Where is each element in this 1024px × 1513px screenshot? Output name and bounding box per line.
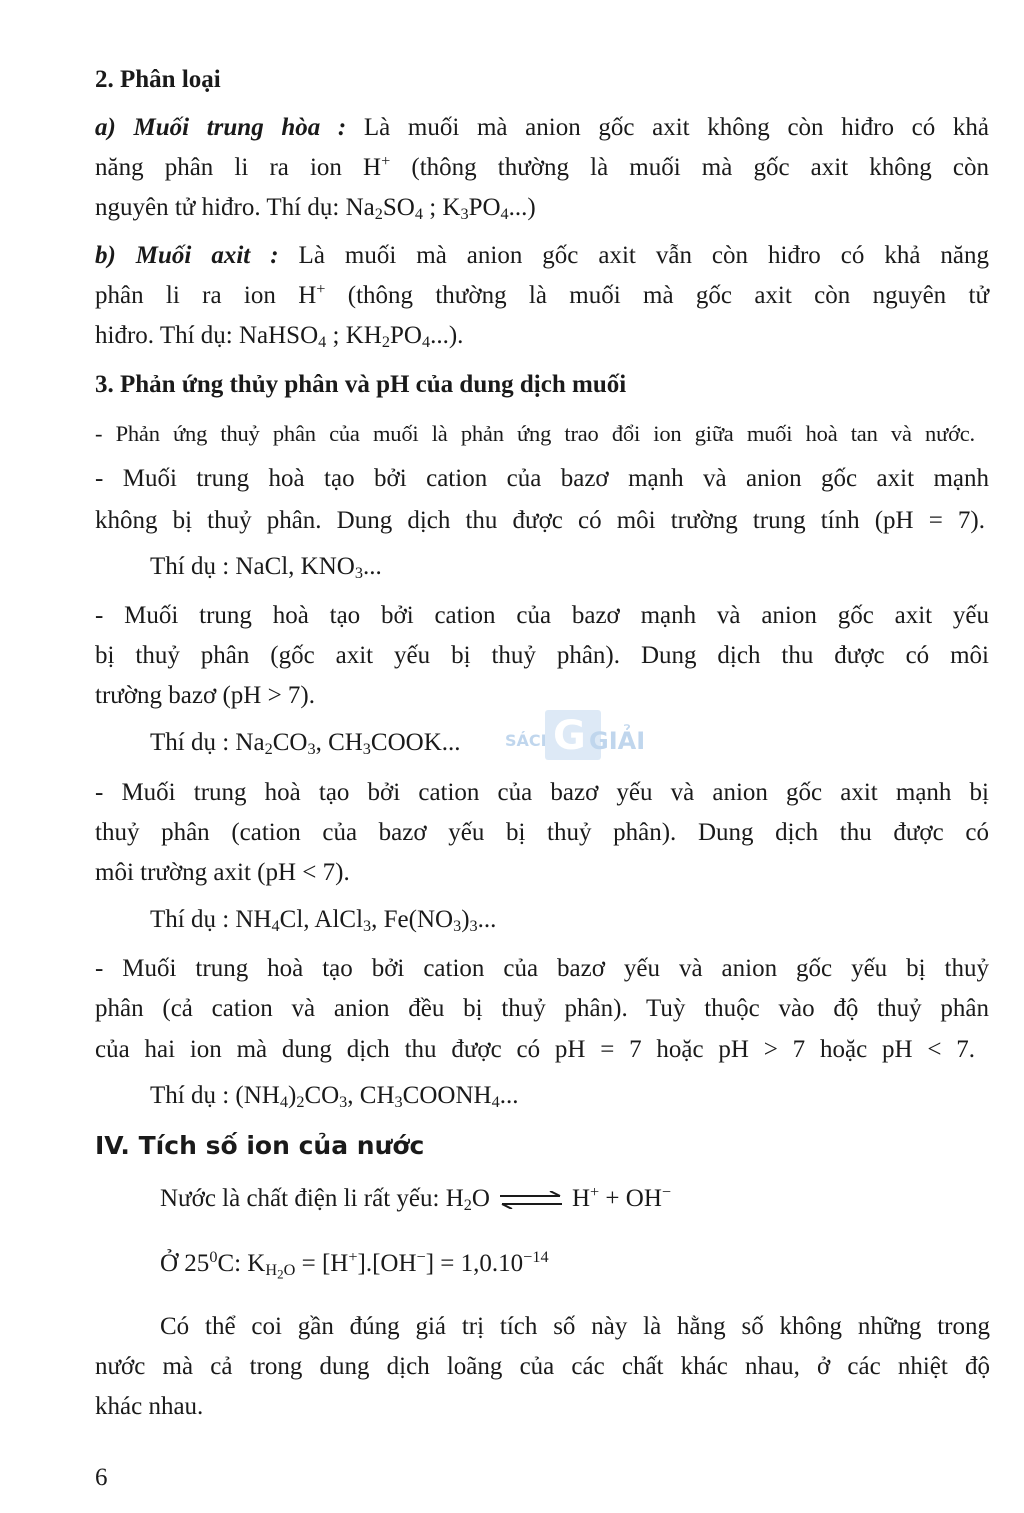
- paragraph-weak-strong-line2: thuỷ phân (cation của bazơ yếu bị thuỷ phân). Dung dịch thu được có: [95, 819, 989, 846]
- paragraph-strong-strong-line1: - Muối trung hoà tạo bởi cation của bazơ mạnh và anion gốc axit mạnh: [95, 465, 989, 492]
- paragraph-acid-salt-line1: b) Muối axit : Là muối mà anion gốc axit vẫn còn hiđro có khả năng: [95, 242, 989, 269]
- section-heading-hydrolysis: 3. Phản ứng thủy phân và pH của dung dịch muối: [95, 371, 627, 398]
- watermark-logo: [505, 705, 646, 771]
- section-heading-classification: 2. Phân loại: [95, 66, 221, 93]
- paragraph-hydrolysis-definition: - Phản ứng thuỷ phân của muối là phản ứng trao đổi ion giữa muối hoà tan và nước.: [95, 421, 975, 446]
- watermark-g-mark: G: [553, 713, 586, 759]
- example-weak-weak-salts: Thí dụ : $(NH_4)_2CO_3$, $CH_3COONH_4$...: [150, 1082, 519, 1112]
- example-neutral-salts: Thí dụ : NaCl, $KNO_3$...: [150, 553, 382, 583]
- paragraph-strong-weak-line1: - Muối trung hoà tạo bởi cation của bazơ mạnh và anion gốc axit yếu: [95, 602, 989, 629]
- paragraph-strong-strong-line2: không bị thuỷ phân. Dung dịch thu được có môi trường trung tính (pH = 7).: [95, 507, 985, 534]
- paragraph-weak-strong-line1: - Muối trung hoà tạo bởi cation của bazơ yếu và anion gốc axit mạnh bị: [95, 779, 989, 806]
- paragraph-ion-product-line3: khác nhau.: [95, 1393, 204, 1420]
- paragraph-weak-weak-line1: - Muối trung hoà tạo bởi cation của bazơ yếu và anion gốc yếu bị thuỷ: [95, 955, 989, 982]
- section-heading-water-ion-product: IV. Tích số ion của nước: [95, 1131, 425, 1160]
- paragraph-strong-weak-line3: trường bazơ (pH > 7).: [95, 682, 316, 709]
- example-basic-salts: Thí dụ : $Na_2CO_3$, $CH_3COOK$...: [150, 729, 461, 759]
- watermark-box-icon: [545, 710, 601, 760]
- paragraph-weak-strong-line3: môi trường axit (pH < 7).: [95, 859, 350, 886]
- paragraph-weak-weak-line3: của hai ion mà dung dịch thu được có pH = 7 hoặc pH > 7 hoặc pH < 7.: [95, 1036, 975, 1063]
- paragraph-neutral-salt-line2: năng phân li ra ion H+ (thông thường là muối mà gốc axit không còn: [95, 152, 989, 181]
- watermark-brand-text: GIẢI: [589, 727, 646, 755]
- paragraph-neutral-salt-line3: nguyên tử hiđro. Thí dụ: $Na_2SO_4$ ; $K_3PO_4$...): [95, 194, 536, 224]
- page-number: 6: [95, 1464, 108, 1491]
- paragraph-acid-salt-line3: hiđro. Thí dụ: NaHSO$_4$ ; $KH_2PO_4$...).: [95, 322, 464, 352]
- paragraph-acid-salt-line2: phân li ra ion H+ (thông thường là muối mà gốc axit còn nguyên tử: [95, 280, 989, 309]
- example-acidic-salts: Thí dụ : $NH_4Cl$, AlCl$_3$, $Fe(NO_3)_3$...: [150, 906, 497, 936]
- equation-water-dissociation: Nước là chất điện li rất yếu: $H_2O$ H+ + OH−: [160, 1183, 672, 1215]
- watermark-small-text: SÁCH: [505, 731, 555, 750]
- paragraph-weak-weak-line2: phân (cả cation và anion đều bị thuỷ phân). Tuỳ thuộc vào độ thuỷ phân: [95, 995, 989, 1022]
- paragraph-neutral-salt-line1: a) Muối trung hòa : Là muối mà anion gốc axit không còn hiđro có khả: [95, 114, 989, 141]
- paragraph-ion-product-line2: nước mà cả trong dung dịch loãng của các chất khác nhau, ở các nhiệt độ: [95, 1353, 990, 1380]
- equilibrium-arrow-icon: [498, 1191, 564, 1209]
- paragraph-strong-weak-line2: bị thuỷ phân (gốc axit yếu bị thuỷ phân). Dung dịch thu được có môi: [95, 642, 989, 669]
- equation-water-ion-product: Ở $25^0C$: $K_{H_2O} = [H^+].[OH^-] = 1,0.10^{-14}$: [160, 1248, 549, 1282]
- paragraph-ion-product-line1: Có thể coi gần đúng giá trị tích số này là hằng số không những trong: [160, 1313, 990, 1340]
